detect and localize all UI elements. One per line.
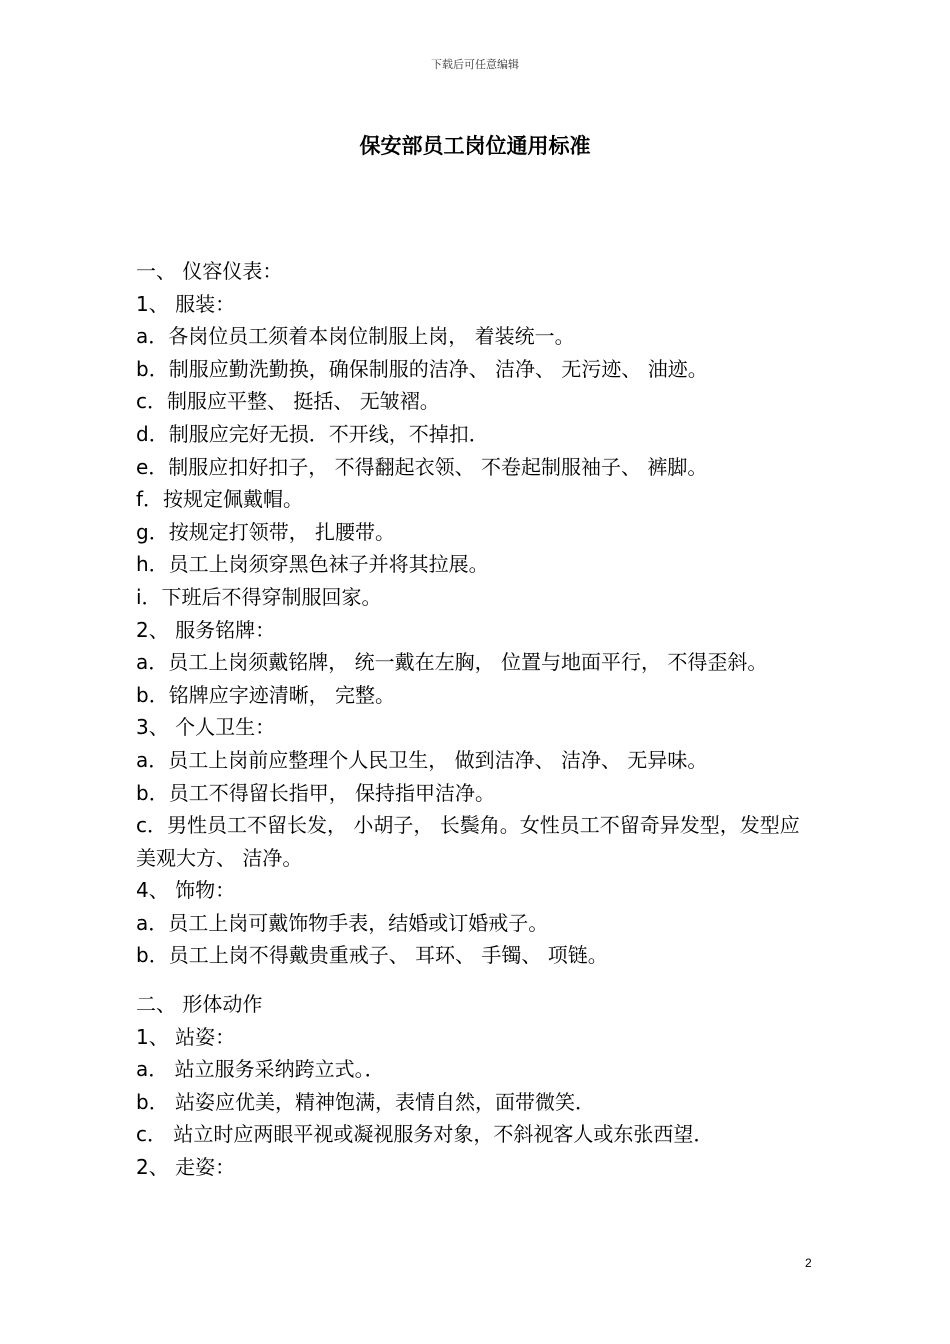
body-line: 1、 服装：: [136, 291, 236, 316]
body-line: d．制服应完好无损．不开线，不掉扣．: [136, 421, 489, 446]
section-heading: 一、 仪容仪表：: [136, 259, 283, 283]
body-line: a． 站立服务采纳跨立式。．: [136, 1057, 385, 1082]
page-number: 2: [805, 1256, 812, 1270]
body-line: b．铭牌应字迹清晰， 完整。: [136, 682, 396, 707]
body-line: e．制服应扣好扣子， 不得翻起衣领、 不卷起制服袖子、 裤脚。: [136, 454, 708, 479]
body-line: b．员工上岗不得戴贵重戒子、 耳环、 手镯、 项链。: [136, 943, 608, 968]
body-line: c．男性员工不留长发， 小胡子， 长鬓角。女性员工不留奇异发型，发型应美观大方、 洁净。: [136, 813, 800, 870]
body-line: a．各岗位员工须着本岗位制服上岗， 着装统一。: [136, 324, 575, 349]
body-line: a．员工上岗须戴铭牌， 统一戴在左胸， 位置与地面平行， 不得歪斜。: [136, 650, 768, 675]
body-line: i．下班后不得穿制服回家。: [136, 584, 382, 609]
body-line: g．按规定打领带， 扎腰带。: [136, 519, 396, 544]
body-line: b．制服应勤洗勤换，确保制服的洁净、 洁净、 无污迹、 油迹。: [136, 356, 708, 381]
body-line: a．员工上岗可戴饰物手表，结婚或订婚戒子。: [136, 910, 549, 935]
section-heading: 二、 形体动作: [136, 992, 263, 1017]
body-line: 3、 个人卫生：: [136, 715, 276, 740]
body-line: b． 站姿应优美，精神饱满，表情自然，面带微笑．: [136, 1089, 596, 1114]
body-line: 4、 饰物：: [136, 878, 236, 903]
section-gap: [136, 972, 816, 988]
document-title: 保安部员工岗位通用标准: [359, 134, 591, 158]
body-line: f．按规定佩戴帽。: [136, 487, 304, 512]
body-line: a．员工上岗前应整理个人民卫生， 做到洁净、 洁净、 无异味。: [136, 747, 708, 772]
header-note: 下载后可任意编辑: [431, 58, 519, 71]
body-line: c．制服应平整、 挺括、 无皱褶。: [136, 389, 440, 414]
body-line: 1、 站姿：: [136, 1024, 236, 1049]
document-body: [136, 255, 816, 1184]
body-line: b．员工不得留长指甲， 保持指甲洁净。: [136, 780, 496, 805]
body-line: 2、 走姿：: [136, 1155, 236, 1180]
body-line: c． 站立时应两眼平视或凝视服务对象，不斜视客人或东张西望．: [136, 1122, 714, 1147]
body-line: h．员工上岗须穿黑色袜子并将其拉展。: [136, 552, 489, 577]
body-line: 2、 服务铭牌：: [136, 617, 276, 642]
